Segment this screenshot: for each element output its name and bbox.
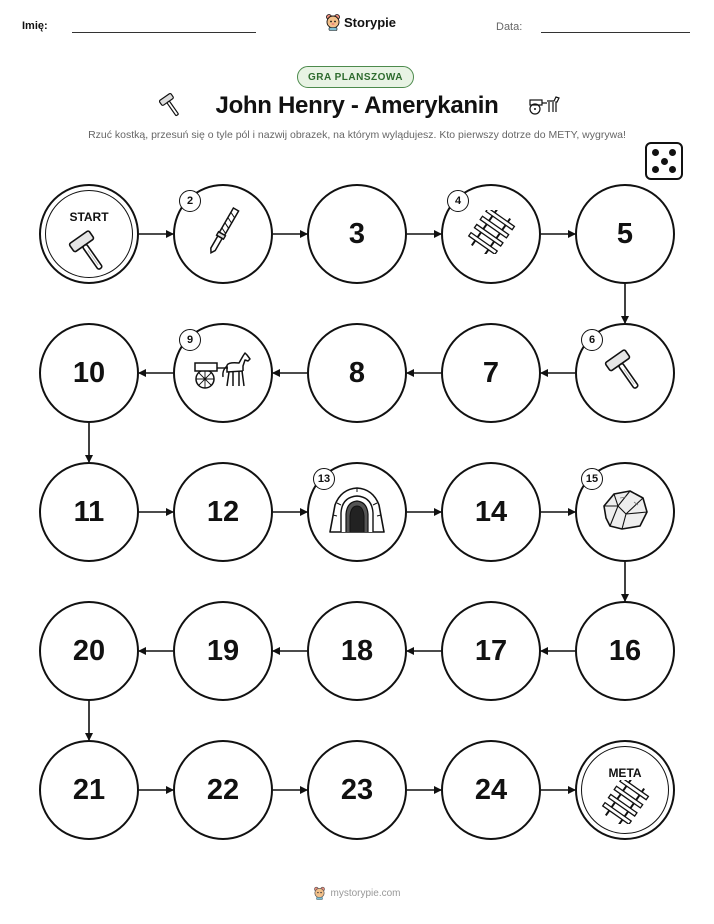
board-space-start <box>39 184 139 284</box>
page-title: John Henry - Amerykanin <box>215 92 499 119</box>
space-number: 7 <box>482 356 500 389</box>
board-space-9 <box>173 323 273 423</box>
board-space-15 <box>575 462 675 562</box>
space-number-tag: 6 <box>581 329 603 351</box>
board-space-22 <box>173 740 273 840</box>
hammer-icon <box>67 228 111 281</box>
tunnel-icon <box>327 485 387 540</box>
space-number-tag: 4 <box>447 190 469 212</box>
space-number-tag: 13 <box>313 468 335 490</box>
chisel-icon <box>205 202 241 267</box>
name-label: Imię: <box>22 20 48 32</box>
space-number: 16 <box>608 634 642 667</box>
brand-name: Storypie <box>344 14 397 30</box>
space-number: 17 <box>474 634 508 667</box>
railroad-track-icon <box>466 210 516 259</box>
space-number: 3 <box>348 217 366 250</box>
board-space-2 <box>173 184 273 284</box>
board-space-5 <box>575 184 675 284</box>
space-number: 18 <box>340 634 374 667</box>
board-space-14 <box>441 462 541 562</box>
rock-icon <box>600 488 650 537</box>
storypie-mascot-icon <box>313 886 326 900</box>
board-space-18 <box>307 601 407 701</box>
board-space-3 <box>307 184 407 284</box>
space-number: 20 <box>72 634 106 667</box>
hammer-icon <box>603 347 647 400</box>
footer-url: mystorypie.com <box>330 887 401 899</box>
space-number: 19 <box>206 634 240 667</box>
board-space-8 <box>307 323 407 423</box>
space-number-tag: 2 <box>179 190 201 212</box>
space-number: 8 <box>348 356 366 389</box>
footer <box>0 886 714 900</box>
space-number: 22 <box>206 773 240 806</box>
board-space-10 <box>39 323 139 423</box>
railroad-track-icon <box>600 780 650 829</box>
space-number-tag: 9 <box>179 329 201 351</box>
board-space-17 <box>441 601 541 701</box>
board-space-7 <box>441 323 541 423</box>
board-space-6 <box>575 323 675 423</box>
space-number: 12 <box>206 495 240 528</box>
instructions: Rzuć kostką, przesuń się o tyle pól i nazwij obrazek, na którym wylądujesz. Kto pierwszy dotrze do METY, wygrywa! <box>88 129 626 141</box>
board-space-23 <box>307 740 407 840</box>
space-number-tag: 15 <box>581 468 603 490</box>
board-space-13 <box>307 462 407 562</box>
board-space-meta <box>575 740 675 840</box>
board-space-4 <box>441 184 541 284</box>
horse-cart-icon <box>192 350 254 397</box>
space-number: 21 <box>72 773 106 806</box>
date-label: Data: <box>496 21 523 33</box>
board-space-12 <box>173 462 273 562</box>
space-number: 23 <box>340 773 374 806</box>
space-label: META <box>608 766 642 780</box>
space-number: 14 <box>474 495 508 528</box>
game-type-badge: GRA PLANSZOWA <box>297 66 414 88</box>
space-number: 24 <box>474 773 508 806</box>
board-space-21 <box>39 740 139 840</box>
space-number: 11 <box>73 495 105 528</box>
board-space-16 <box>575 601 675 701</box>
space-number: 5 <box>616 217 634 250</box>
board-space-20 <box>39 601 139 701</box>
space-label: START <box>69 210 109 224</box>
board-space-11 <box>39 462 139 562</box>
board-space-19 <box>173 601 273 701</box>
space-number: 10 <box>72 356 106 389</box>
board-space-24 <box>441 740 541 840</box>
